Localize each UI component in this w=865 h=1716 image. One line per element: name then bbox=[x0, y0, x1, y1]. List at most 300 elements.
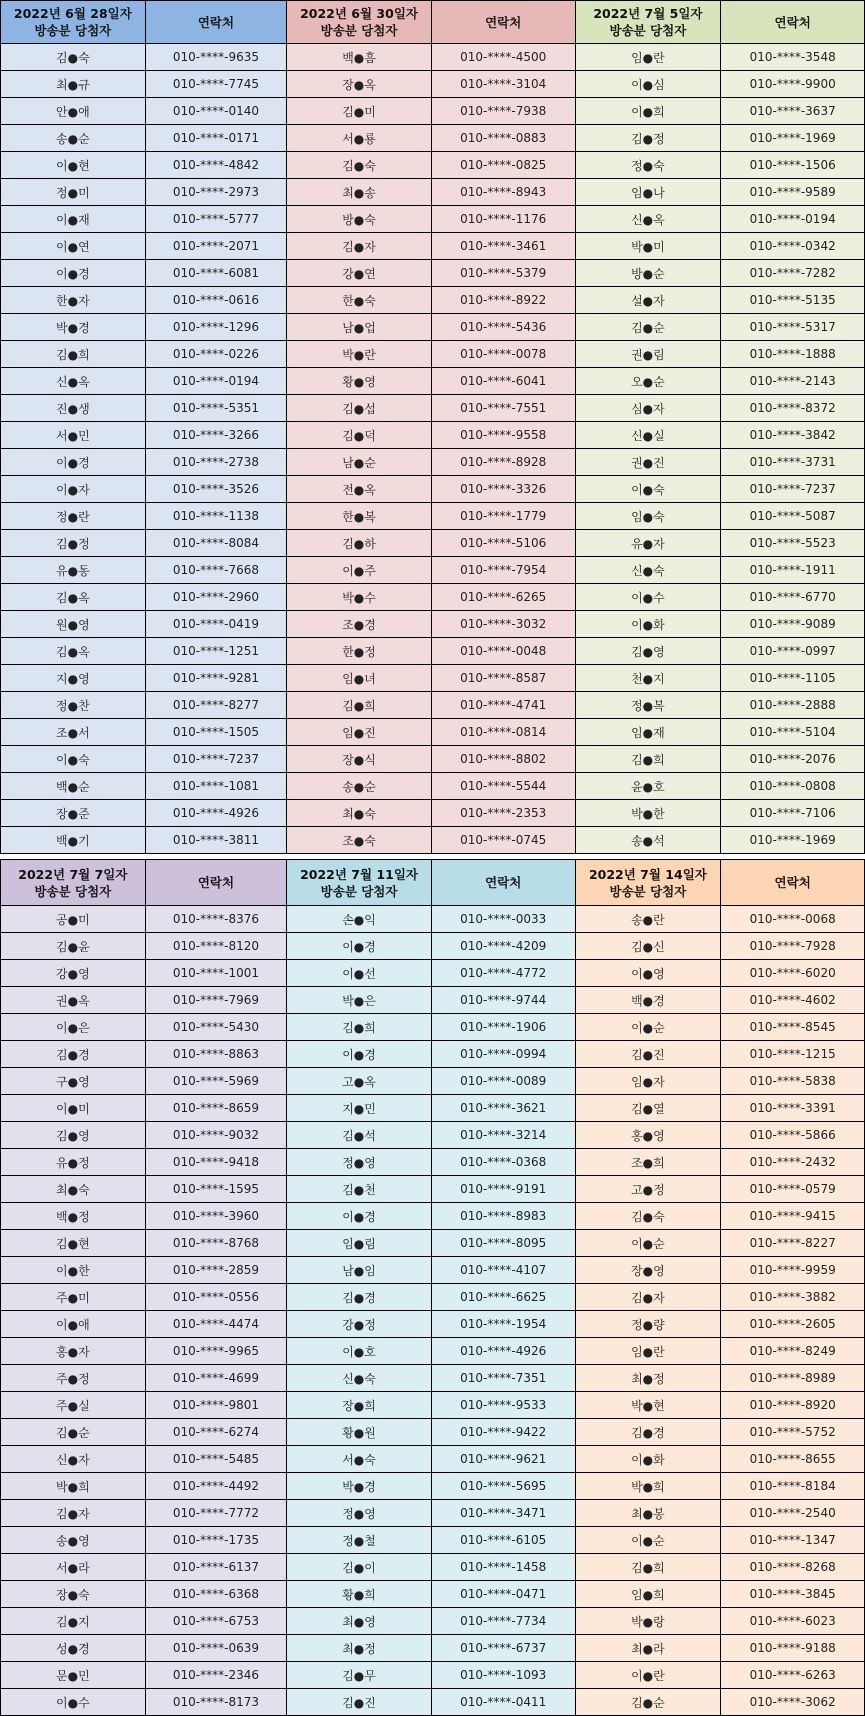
group-title: 2022년 6월 30일자 방송분 당첨자 bbox=[300, 6, 418, 38]
winner-name-cell: 한●정 bbox=[287, 638, 432, 665]
winner-name-cell: 정●영 bbox=[287, 1500, 432, 1527]
phone-cell: 010-****-0825 bbox=[431, 152, 575, 179]
table-row bbox=[1, 1176, 865, 1203]
winner-name-cell: 이●숙 bbox=[1, 746, 146, 773]
table-row bbox=[1, 719, 865, 746]
table-row bbox=[1, 530, 865, 557]
winner-name-cell: 전●옥 bbox=[287, 476, 432, 503]
phone-cell: 010-****-1595 bbox=[145, 1176, 286, 1203]
phone-cell: 010-****-9900 bbox=[721, 71, 865, 98]
winner-name-cell: 이●수 bbox=[1, 1689, 146, 1716]
winner-name-cell: 조●서 bbox=[1, 719, 146, 746]
winner-name-cell: 천●지 bbox=[575, 665, 721, 692]
phone-cell: 010-****-4699 bbox=[145, 1365, 286, 1392]
winner-name-cell: 이●숙 bbox=[575, 476, 721, 503]
phone-cell: 010-****-2143 bbox=[721, 368, 865, 395]
winner-name-cell: 이●연 bbox=[1, 233, 146, 260]
winner-name-cell: 조●희 bbox=[575, 1149, 721, 1176]
table-row bbox=[1, 1284, 865, 1311]
winner-name-cell: 임●희 bbox=[575, 1581, 721, 1608]
winner-name-cell: 김●순 bbox=[1, 1419, 146, 1446]
winner-name-cell: 장●영 bbox=[575, 1257, 721, 1284]
winner-name-cell: 강●영 bbox=[1, 960, 146, 987]
phone-cell: 010-****-8120 bbox=[145, 933, 286, 960]
phone-cell: 010-****-0171 bbox=[145, 125, 286, 152]
phone-cell: 010-****-1735 bbox=[145, 1527, 286, 1554]
table-row bbox=[1, 827, 865, 854]
phone-cell: 010-****-7772 bbox=[145, 1500, 286, 1527]
winner-name-cell: 김●무 bbox=[287, 1662, 432, 1689]
phone-cell: 010-****-1969 bbox=[721, 125, 865, 152]
group-title-header bbox=[287, 1, 432, 44]
winner-name-cell: 권●진 bbox=[575, 449, 721, 476]
winner-name-cell: 주●미 bbox=[1, 1284, 146, 1311]
winner-name-cell: 김●숙 bbox=[1, 44, 146, 71]
winner-name-cell: 이●애 bbox=[1, 1311, 146, 1338]
phone-cell: 010-****-9415 bbox=[721, 1203, 865, 1230]
phone-cell: 010-****-5777 bbox=[145, 206, 286, 233]
phone-cell: 010-****-3621 bbox=[431, 1095, 575, 1122]
winner-name-cell: 최●규 bbox=[1, 71, 146, 98]
phone-cell: 010-****-2540 bbox=[721, 1500, 865, 1527]
winner-name-cell: 주●실 bbox=[1, 1392, 146, 1419]
group-title: 2022년 7월 7일자 방송분 당첨자 bbox=[18, 866, 128, 899]
winner-name-cell: 김●희 bbox=[287, 1014, 432, 1041]
table-row bbox=[1, 233, 865, 260]
phone-cell: 010-****-8768 bbox=[145, 1230, 286, 1257]
winner-name-cell: 최●송 bbox=[287, 179, 432, 206]
phone-cell: 010-****-3214 bbox=[431, 1122, 575, 1149]
winner-name-cell: 백●경 bbox=[575, 987, 721, 1014]
winner-name-cell: 송●석 bbox=[575, 827, 721, 854]
phone-cell: 010-****-9191 bbox=[431, 1176, 575, 1203]
phone-cell: 010-****-7668 bbox=[145, 557, 286, 584]
phone-cell: 010-****-2076 bbox=[721, 746, 865, 773]
winner-name-cell: 이●순 bbox=[575, 1014, 721, 1041]
winner-name-cell: 성●경 bbox=[1, 1635, 146, 1662]
phone-cell: 010-****-7938 bbox=[431, 98, 575, 125]
winner-name-cell: 정●철 bbox=[287, 1527, 432, 1554]
winners-table-bottom bbox=[0, 859, 865, 1716]
winner-name-cell: 김●희 bbox=[287, 692, 432, 719]
phone-cell: 010-****-5317 bbox=[721, 314, 865, 341]
phone-cell: 010-****-0342 bbox=[721, 233, 865, 260]
winner-name-cell: 이●수 bbox=[575, 584, 721, 611]
phone-cell: 010-****-1347 bbox=[721, 1527, 865, 1554]
phone-cell: 010-****-4500 bbox=[431, 44, 575, 71]
phone-cell: 010-****-4926 bbox=[145, 800, 286, 827]
winner-name-cell: 신●실 bbox=[575, 422, 721, 449]
winner-name-cell: 김●이 bbox=[287, 1554, 432, 1581]
phone-cell: 010-****-1296 bbox=[145, 314, 286, 341]
phone-cell: 010-****-5436 bbox=[431, 314, 575, 341]
phone-cell: 010-****-0616 bbox=[145, 287, 286, 314]
winner-name-cell: 남●임 bbox=[287, 1257, 432, 1284]
winner-name-cell: 송●영 bbox=[1, 1527, 146, 1554]
phone-cell: 010-****-0994 bbox=[431, 1041, 575, 1068]
winner-name-cell: 진●생 bbox=[1, 395, 146, 422]
winner-name-cell: 박●경 bbox=[287, 1473, 432, 1500]
phone-cell: 010-****-7237 bbox=[145, 746, 286, 773]
table-row bbox=[1, 341, 865, 368]
table-row bbox=[1, 1581, 865, 1608]
winner-name-cell: 최●영 bbox=[287, 1608, 432, 1635]
phone-cell: 010-****-0226 bbox=[145, 341, 286, 368]
winner-name-cell: 이●자 bbox=[1, 476, 146, 503]
winner-name-cell: 정●복 bbox=[575, 692, 721, 719]
phone-cell: 010-****-3266 bbox=[145, 422, 286, 449]
phone-cell: 010-****-6753 bbox=[145, 1608, 286, 1635]
table-row bbox=[1, 1095, 865, 1122]
winner-name-cell: 신●숙 bbox=[575, 557, 721, 584]
phone-cell: 010-****-1251 bbox=[145, 638, 286, 665]
phone-cell: 010-****-3471 bbox=[431, 1500, 575, 1527]
winner-name-cell: 김●경 bbox=[287, 1284, 432, 1311]
winner-name-cell: 이●순 bbox=[575, 1230, 721, 1257]
winner-name-cell: 이●은 bbox=[1, 1014, 146, 1041]
winner-name-cell: 김●신 bbox=[575, 933, 721, 960]
winner-name-cell: 황●원 bbox=[287, 1419, 432, 1446]
phone-cell: 010-****-3526 bbox=[145, 476, 286, 503]
table-row bbox=[1, 1068, 865, 1095]
phone-cell: 010-****-1176 bbox=[431, 206, 575, 233]
header-row bbox=[1, 860, 865, 906]
winner-name-cell: 신●옥 bbox=[1, 368, 146, 395]
phone-cell: 010-****-1969 bbox=[721, 827, 865, 854]
phone-cell: 010-****-8659 bbox=[145, 1095, 286, 1122]
phone-cell: 010-****-5838 bbox=[721, 1068, 865, 1095]
table-row bbox=[1, 287, 865, 314]
winner-name-cell: 방●숙 bbox=[287, 206, 432, 233]
winner-name-cell: 이●호 bbox=[287, 1338, 432, 1365]
phone-cell: 010-****-9188 bbox=[721, 1635, 865, 1662]
phone-cell: 010-****-3326 bbox=[431, 476, 575, 503]
winner-name-cell: 박●한 bbox=[575, 800, 721, 827]
winner-name-cell: 황●영 bbox=[287, 368, 432, 395]
header-row bbox=[1, 1, 865, 44]
winner-name-cell: 김●천 bbox=[287, 1176, 432, 1203]
phone-cell: 010-****-0639 bbox=[145, 1635, 286, 1662]
phone-header-label: 연락처 bbox=[485, 875, 522, 890]
phone-cell: 010-****-7954 bbox=[431, 557, 575, 584]
winner-name-cell: 황●희 bbox=[287, 1581, 432, 1608]
winner-name-cell: 이●순 bbox=[575, 1527, 721, 1554]
phone-header-label: 연락처 bbox=[774, 14, 811, 30]
winner-name-cell: 김●자 bbox=[287, 233, 432, 260]
winner-name-cell: 김●진 bbox=[575, 1041, 721, 1068]
table-row bbox=[1, 314, 865, 341]
winner-name-cell: 송●순 bbox=[287, 773, 432, 800]
phone-cell: 010-****-2960 bbox=[145, 584, 286, 611]
phone-cell: 010-****-0033 bbox=[431, 906, 575, 933]
winner-name-cell: 김●정 bbox=[575, 125, 721, 152]
winner-name-cell: 정●숙 bbox=[575, 152, 721, 179]
phone-cell: 010-****-0997 bbox=[721, 638, 865, 665]
phone-cell: 010-****-8249 bbox=[721, 1338, 865, 1365]
winner-name-cell: 안●애 bbox=[1, 98, 146, 125]
phone-cell: 010-****-6625 bbox=[431, 1284, 575, 1311]
winner-name-cell: 문●민 bbox=[1, 1662, 146, 1689]
phone-cell: 010-****-1093 bbox=[431, 1662, 575, 1689]
winner-name-cell: 임●란 bbox=[575, 44, 721, 71]
phone-cell: 010-****-3842 bbox=[721, 422, 865, 449]
winner-name-cell: 고●옥 bbox=[287, 1068, 432, 1095]
winner-name-cell: 신●숙 bbox=[287, 1365, 432, 1392]
table-row bbox=[1, 1338, 865, 1365]
phone-cell: 010-****-4926 bbox=[431, 1338, 575, 1365]
table-row bbox=[1, 1230, 865, 1257]
table-row bbox=[1, 638, 865, 665]
winner-name-cell: 장●식 bbox=[287, 746, 432, 773]
phone-cell: 010-****-6020 bbox=[721, 960, 865, 987]
phone-cell: 010-****-0745 bbox=[431, 827, 575, 854]
winner-name-cell: 홍●영 bbox=[575, 1122, 721, 1149]
phone-cell: 010-****-6041 bbox=[431, 368, 575, 395]
winner-name-cell: 정●찬 bbox=[1, 692, 146, 719]
phone-cell: 010-****-6105 bbox=[431, 1527, 575, 1554]
phone-cell: 010-****-3032 bbox=[431, 611, 575, 638]
phone-cell: 010-****-1081 bbox=[145, 773, 286, 800]
winner-name-cell: 이●재 bbox=[1, 206, 146, 233]
phone-cell: 010-****-6368 bbox=[145, 1581, 286, 1608]
phone-cell: 010-****-5866 bbox=[721, 1122, 865, 1149]
group-title: 2022년 7월 14일자 방송분 당첨자 bbox=[588, 866, 707, 899]
phone-cell: 010-****-1906 bbox=[431, 1014, 575, 1041]
phone-cell: 010-****-7237 bbox=[721, 476, 865, 503]
phone-cell: 010-****-4474 bbox=[145, 1311, 286, 1338]
phone-cell: 010-****-0368 bbox=[431, 1149, 575, 1176]
winner-name-cell: 송●란 bbox=[575, 906, 721, 933]
winner-name-cell: 박●희 bbox=[1, 1473, 146, 1500]
phone-cell: 010-****-0068 bbox=[721, 906, 865, 933]
phone-cell: 010-****-7745 bbox=[145, 71, 286, 98]
phone-cell: 010-****-5485 bbox=[145, 1446, 286, 1473]
group-title: 2022년 7월 11일자 방송분 당첨자 bbox=[300, 866, 418, 899]
phone-cell: 010-****-2353 bbox=[431, 800, 575, 827]
phone-cell: 010-****-0419 bbox=[145, 611, 286, 638]
phone-cell: 010-****-5379 bbox=[431, 260, 575, 287]
phone-cell: 010-****-1506 bbox=[721, 152, 865, 179]
winner-name-cell: 임●숙 bbox=[575, 503, 721, 530]
phone-cell: 010-****-8983 bbox=[431, 1203, 575, 1230]
phone-cell: 010-****-7551 bbox=[431, 395, 575, 422]
winner-name-cell: 백●순 bbox=[1, 773, 146, 800]
table-row bbox=[1, 773, 865, 800]
winner-name-cell: 최●숙 bbox=[287, 800, 432, 827]
phone-column-header bbox=[721, 860, 865, 906]
phone-cell: 010-****-9965 bbox=[145, 1338, 286, 1365]
phone-cell: 010-****-8922 bbox=[431, 287, 575, 314]
winner-name-cell: 공●미 bbox=[1, 906, 146, 933]
winner-name-cell: 임●란 bbox=[575, 1338, 721, 1365]
phone-cell: 010-****-5544 bbox=[431, 773, 575, 800]
phone-cell: 010-****-1505 bbox=[145, 719, 286, 746]
phone-cell: 010-****-6137 bbox=[145, 1554, 286, 1581]
phone-cell: 010-****-7106 bbox=[721, 800, 865, 827]
phone-header-label: 연락처 bbox=[197, 14, 235, 30]
winner-name-cell: 임●녀 bbox=[287, 665, 432, 692]
phone-cell: 010-****-0808 bbox=[721, 773, 865, 800]
winner-name-cell: 서●라 bbox=[1, 1554, 146, 1581]
phone-cell: 010-****-4492 bbox=[145, 1473, 286, 1500]
phone-cell: 010-****-8095 bbox=[431, 1230, 575, 1257]
table-row bbox=[1, 98, 865, 125]
winner-name-cell: 김●열 bbox=[575, 1095, 721, 1122]
phone-cell: 010-****-8376 bbox=[145, 906, 286, 933]
table-row bbox=[1, 1203, 865, 1230]
winner-name-cell: 박●란 bbox=[287, 341, 432, 368]
phone-cell: 010-****-4209 bbox=[431, 933, 575, 960]
phone-cell: 010-****-7928 bbox=[721, 933, 865, 960]
group-title-header bbox=[1, 1, 146, 44]
winner-name-cell: 김●숙 bbox=[287, 152, 432, 179]
winner-name-cell: 박●경 bbox=[1, 314, 146, 341]
winner-name-cell: 김●미 bbox=[287, 98, 432, 125]
phone-cell: 010-****-8277 bbox=[145, 692, 286, 719]
phone-cell: 010-****-8545 bbox=[721, 1014, 865, 1041]
winner-name-cell: 백●기 bbox=[1, 827, 146, 854]
table-row bbox=[1, 1500, 865, 1527]
winner-name-cell: 서●룡 bbox=[287, 125, 432, 152]
winner-name-cell: 김●정 bbox=[1, 530, 146, 557]
table-row bbox=[1, 1689, 865, 1716]
table-row bbox=[1, 179, 865, 206]
phone-cell: 010-****-3960 bbox=[145, 1203, 286, 1230]
table-row bbox=[1, 1365, 865, 1392]
winner-name-cell: 김●순 bbox=[575, 314, 721, 341]
table-row bbox=[1, 1446, 865, 1473]
winner-name-cell: 이●란 bbox=[575, 1662, 721, 1689]
winner-name-cell: 이●선 bbox=[287, 960, 432, 987]
winner-name-cell: 최●정 bbox=[287, 1635, 432, 1662]
group-title-header bbox=[1, 860, 146, 906]
winner-name-cell: 김●숙 bbox=[575, 1203, 721, 1230]
phone-cell: 010-****-0078 bbox=[431, 341, 575, 368]
phone-cell: 010-****-8184 bbox=[721, 1473, 865, 1500]
table-row bbox=[1, 1122, 865, 1149]
phone-cell: 010-****-2738 bbox=[145, 449, 286, 476]
winner-name-cell: 정●란 bbox=[1, 503, 146, 530]
winner-name-cell: 김●윤 bbox=[1, 933, 146, 960]
phone-cell: 010-****-8943 bbox=[431, 179, 575, 206]
phone-header-label: 연락처 bbox=[485, 14, 522, 30]
winner-name-cell: 임●재 bbox=[575, 719, 721, 746]
winner-name-cell: 심●자 bbox=[575, 395, 721, 422]
table-row bbox=[1, 987, 865, 1014]
phone-cell: 010-****-1215 bbox=[721, 1041, 865, 1068]
table-row bbox=[1, 692, 865, 719]
phone-cell: 010-****-9621 bbox=[431, 1446, 575, 1473]
phone-cell: 010-****-7282 bbox=[721, 260, 865, 287]
phone-cell: 010-****-8928 bbox=[431, 449, 575, 476]
phone-cell: 010-****-4107 bbox=[431, 1257, 575, 1284]
winner-name-cell: 최●정 bbox=[575, 1365, 721, 1392]
phone-cell: 010-****-5104 bbox=[721, 719, 865, 746]
phone-cell: 010-****-4772 bbox=[431, 960, 575, 987]
phone-cell: 010-****-5106 bbox=[431, 530, 575, 557]
table-body bbox=[1, 44, 865, 854]
phone-cell: 010-****-7969 bbox=[145, 987, 286, 1014]
winner-name-cell: 김●현 bbox=[1, 1230, 146, 1257]
phone-header-label: 연락처 bbox=[774, 875, 811, 890]
phone-cell: 010-****-9281 bbox=[145, 665, 286, 692]
winner-name-cell: 김●옥 bbox=[1, 638, 146, 665]
phone-cell: 010-****-0194 bbox=[145, 368, 286, 395]
winner-name-cell: 홍●자 bbox=[1, 1338, 146, 1365]
table-row bbox=[1, 71, 865, 98]
winner-name-cell: 원●영 bbox=[1, 611, 146, 638]
phone-cell: 010-****-6263 bbox=[721, 1662, 865, 1689]
phone-cell: 010-****-8989 bbox=[721, 1365, 865, 1392]
group-title: 2022년 6월 28일자 방송분 당첨자 bbox=[13, 6, 132, 38]
winner-name-cell: 오●순 bbox=[575, 368, 721, 395]
phone-cell: 010-****-6081 bbox=[145, 260, 286, 287]
winner-name-cell: 지●영 bbox=[1, 665, 146, 692]
winner-name-cell: 지●민 bbox=[287, 1095, 432, 1122]
winner-name-cell: 조●경 bbox=[287, 611, 432, 638]
phone-cell: 010-****-3845 bbox=[721, 1581, 865, 1608]
winner-name-cell: 김●석 bbox=[287, 1122, 432, 1149]
phone-cell: 010-****-8802 bbox=[431, 746, 575, 773]
phone-cell: 010-****-6265 bbox=[431, 584, 575, 611]
table-row bbox=[1, 746, 865, 773]
winner-name-cell: 김●덕 bbox=[287, 422, 432, 449]
phone-cell: 010-****-9744 bbox=[431, 987, 575, 1014]
winner-name-cell: 유●정 bbox=[1, 1149, 146, 1176]
phone-cell: 010-****-6274 bbox=[145, 1419, 286, 1446]
winner-name-cell: 이●영 bbox=[575, 960, 721, 987]
table-row bbox=[1, 1149, 865, 1176]
phone-column-header bbox=[145, 860, 286, 906]
phone-cell: 010-****-9801 bbox=[145, 1392, 286, 1419]
phone-column-header bbox=[431, 860, 575, 906]
winner-name-cell: 박●랑 bbox=[575, 1608, 721, 1635]
table-row bbox=[1, 503, 865, 530]
phone-cell: 010-****-9089 bbox=[721, 611, 865, 638]
winner-name-cell: 손●익 bbox=[287, 906, 432, 933]
phone-cell: 010-****-1954 bbox=[431, 1311, 575, 1338]
winner-name-cell: 최●숙 bbox=[1, 1176, 146, 1203]
winner-name-cell: 김●영 bbox=[1, 1122, 146, 1149]
phone-cell: 010-****-1105 bbox=[721, 665, 865, 692]
phone-cell: 010-****-4741 bbox=[431, 692, 575, 719]
table-row bbox=[1, 449, 865, 476]
winner-name-cell: 남●순 bbox=[287, 449, 432, 476]
winner-name-cell: 김●자 bbox=[575, 1284, 721, 1311]
winner-name-cell: 신●옥 bbox=[575, 206, 721, 233]
winner-name-cell: 신●자 bbox=[1, 1446, 146, 1473]
table-row bbox=[1, 1554, 865, 1581]
winner-name-cell: 박●은 bbox=[287, 987, 432, 1014]
phone-column-header bbox=[721, 1, 865, 44]
phone-cell: 010-****-8268 bbox=[721, 1554, 865, 1581]
phone-cell: 010-****-9589 bbox=[721, 179, 865, 206]
phone-cell: 010-****-8084 bbox=[145, 530, 286, 557]
winner-name-cell: 김●지 bbox=[1, 1608, 146, 1635]
phone-cell: 010-****-6023 bbox=[721, 1608, 865, 1635]
phone-cell: 010-****-1888 bbox=[721, 341, 865, 368]
table-row bbox=[1, 476, 865, 503]
phone-cell: 010-****-5135 bbox=[721, 287, 865, 314]
winner-name-cell: 정●영 bbox=[287, 1149, 432, 1176]
table-row bbox=[1, 557, 865, 584]
winner-name-cell: 김●경 bbox=[1, 1041, 146, 1068]
winner-name-cell: 김●희 bbox=[575, 1554, 721, 1581]
phone-cell: 010-****-3062 bbox=[721, 1689, 865, 1716]
winner-name-cell: 김●희 bbox=[1, 341, 146, 368]
table-row bbox=[1, 665, 865, 692]
winner-name-cell: 이●현 bbox=[1, 152, 146, 179]
